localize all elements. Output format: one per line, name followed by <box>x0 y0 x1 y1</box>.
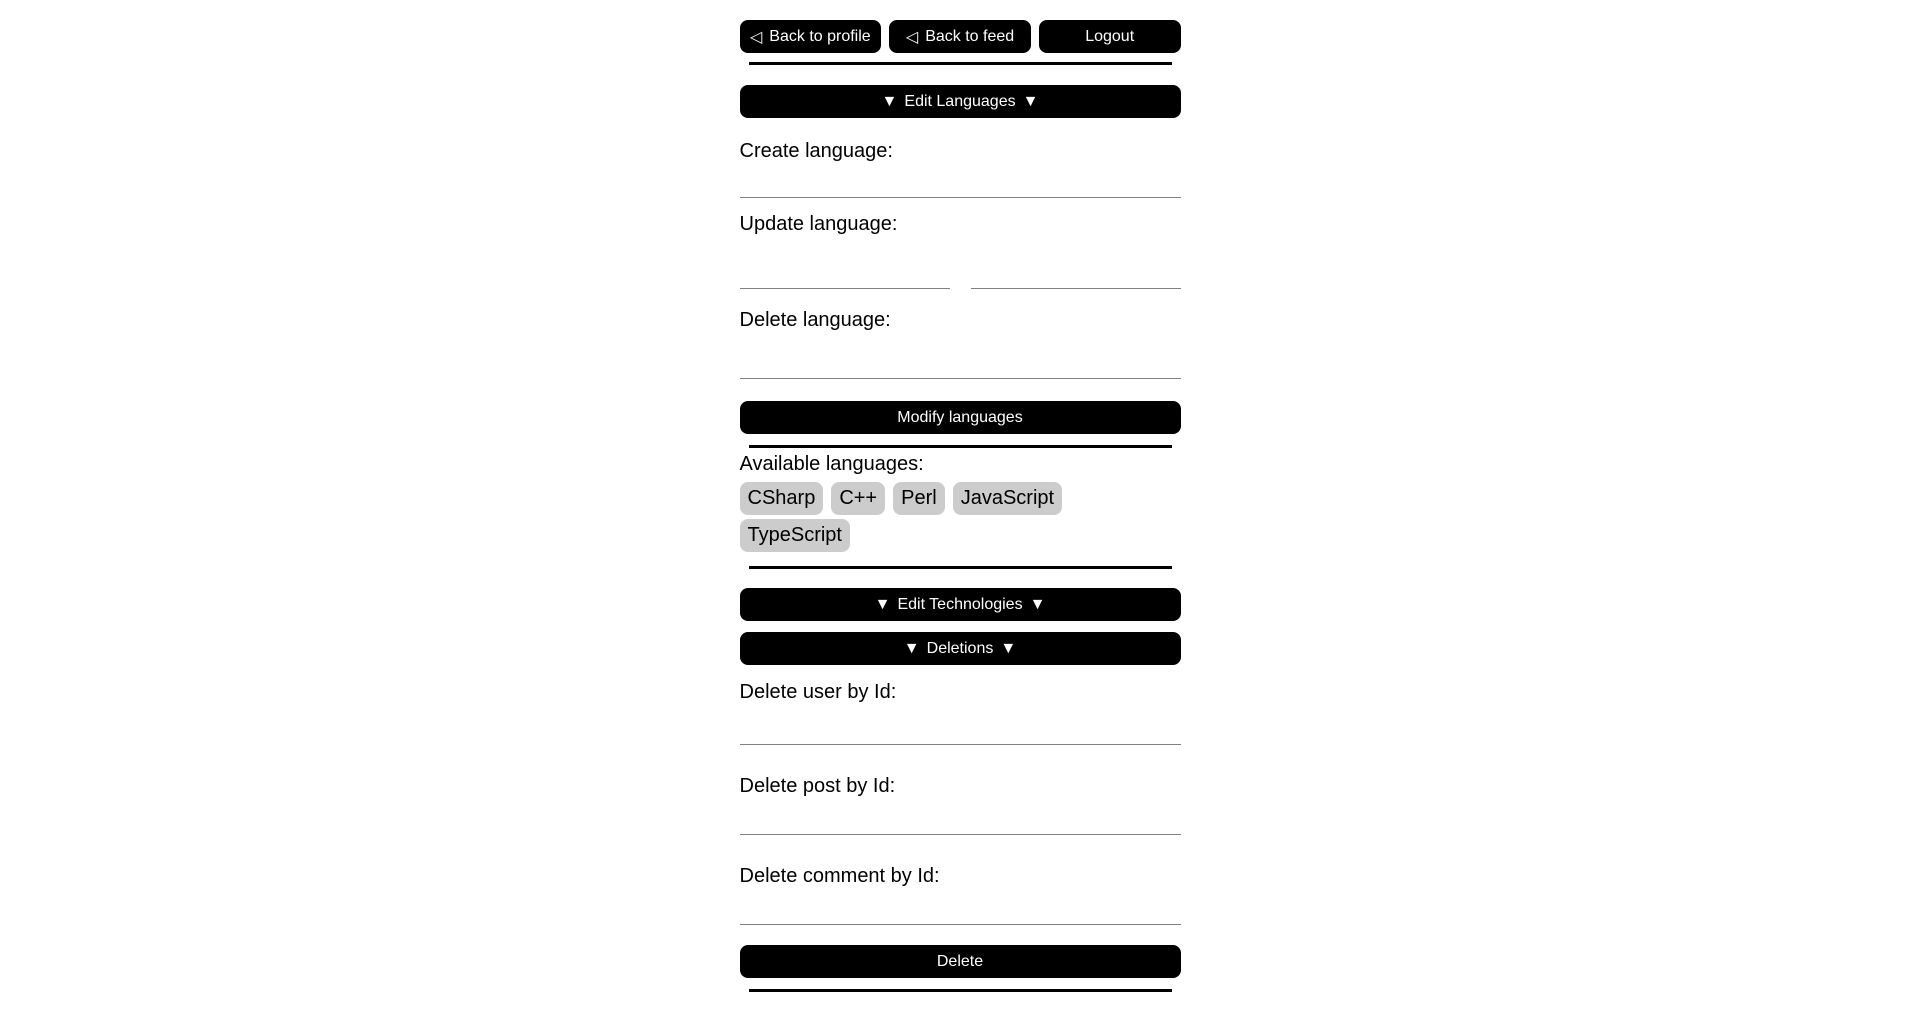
back-to-profile-button[interactable] <box>740 20 882 53</box>
delete-user-id-input[interactable] <box>740 710 1181 745</box>
edit-languages-label: Edit Languages <box>904 92 1016 110</box>
back-to-feed-button[interactable] <box>889 20 1031 53</box>
language-tag[interactable]: Perl <box>893 482 945 515</box>
main-column <box>740 0 1181 992</box>
delete-post-label: Delete post by Id: <box>739 775 896 797</box>
modify-languages-label: Modify languages <box>897 408 1023 426</box>
section-divider <box>749 445 1172 448</box>
triangle-down-icon: ▼ <box>1029 595 1046 613</box>
available-languages-label: Available languages: <box>739 453 924 475</box>
triangle-down-icon: ▼ <box>1000 639 1017 657</box>
edit-technologies-toggle[interactable] <box>740 588 1181 621</box>
delete-post-id-input[interactable] <box>740 800 1181 835</box>
delete-button-label: Delete <box>936 952 984 970</box>
delete-comment-id-input[interactable] <box>740 890 1181 925</box>
tags-row <box>740 482 1181 515</box>
edit-languages-toggle[interactable] <box>740 85 1181 118</box>
modify-languages-button[interactable] <box>740 401 1181 434</box>
update-language-row <box>740 254 1181 289</box>
triangle-down-icon: ▼ <box>903 639 920 657</box>
top-button-row <box>740 20 1181 53</box>
edit-technologies-label: Edit Technologies <box>897 595 1023 613</box>
update-language-new-input[interactable] <box>971 254 1181 289</box>
delete-comment-label: Delete comment by Id: <box>739 865 940 887</box>
triangle-down-icon: ▼ <box>1022 92 1039 110</box>
tags-row <box>740 519 1181 552</box>
deletions-label: Deletions <box>926 639 994 657</box>
section-divider <box>749 989 1172 992</box>
section-divider <box>749 566 1172 569</box>
language-tag[interactable]: CSharp <box>740 482 824 515</box>
triangle-down-icon: ▼ <box>881 92 898 110</box>
create-language-label: Create language: <box>739 140 893 162</box>
triangle-down-icon: ▼ <box>874 595 891 613</box>
logout-button[interactable] <box>1039 20 1181 53</box>
update-language-label: Update language: <box>739 213 898 235</box>
language-tag[interactable]: TypeScript <box>740 519 850 552</box>
logout-label: Logout <box>1085 27 1135 45</box>
language-tag[interactable]: JavaScript <box>953 482 1062 515</box>
delete-button[interactable] <box>740 945 1181 978</box>
delete-user-label: Delete user by Id: <box>739 681 897 703</box>
delete-language-label: Delete language: <box>739 309 891 331</box>
triangle-left-icon: ◁ <box>905 28 919 46</box>
back-to-feed-label: Back to feed <box>925 27 1015 45</box>
section-divider <box>749 62 1172 65</box>
back-to-profile-label: Back to profile <box>769 27 871 45</box>
create-language-input[interactable] <box>740 163 1181 198</box>
delete-language-input[interactable] <box>740 344 1181 379</box>
triangle-left-icon: ◁ <box>749 28 763 46</box>
update-language-old-input[interactable] <box>740 254 950 289</box>
deletions-toggle[interactable] <box>740 632 1181 665</box>
available-languages-list <box>740 482 1181 552</box>
language-tag[interactable]: C++ <box>831 482 885 515</box>
